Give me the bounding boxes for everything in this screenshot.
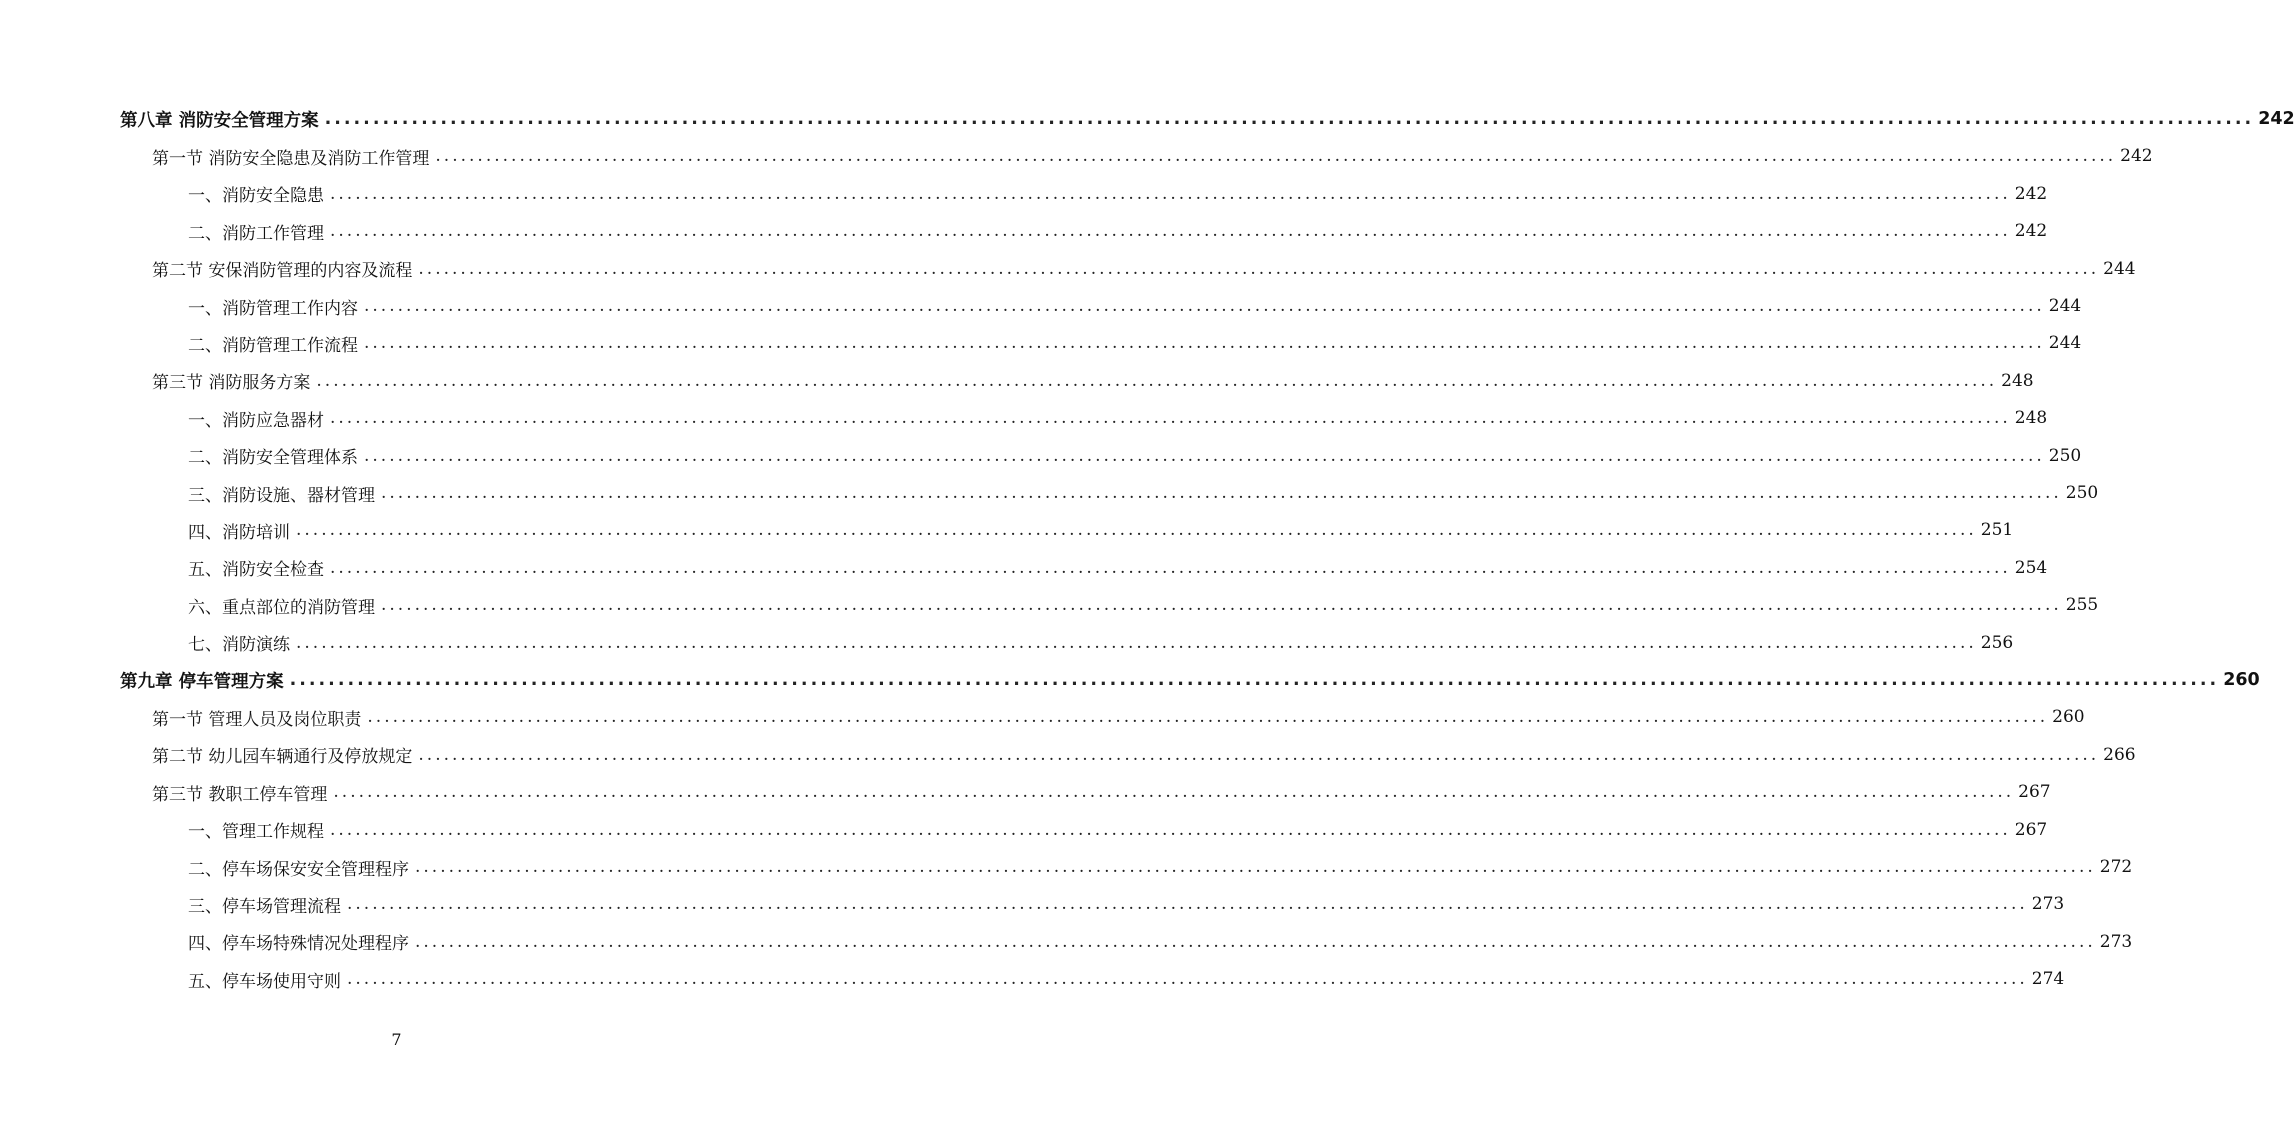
toc-leader-dots: ........................................................................................................................................................................................................ (330, 408, 2011, 429)
toc-entry[interactable] (0, 964, 2065, 994)
toc-leader-dots: ........................................................................................................................................................................................................ (415, 931, 2096, 952)
toc-leader-dots: ........................................................................................................................................................................................................ (381, 483, 2062, 503)
toc-entry[interactable] (0, 777, 2051, 807)
toc-leader-dots: ........................................................................................................................................................................................................ (347, 969, 2028, 990)
toc-entry[interactable] (0, 515, 2014, 545)
toc-entry-title: 六、重点部位的消防管理 (188, 597, 375, 618)
toc-entry-page: 248 (2001, 370, 2034, 391)
toc-entry-title: 第一节 消防安全隐患及消防工作管理 (152, 148, 430, 169)
toc-entry-title: 第一节 管理人员及岗位职责 (152, 709, 362, 730)
toc-leader-dots: ........................................................................................................................................................................................................ (364, 296, 2045, 316)
toc-entry-title: 第九章 停车管理方案 (120, 671, 284, 692)
toc-entry-title: 四、消防培训 (188, 522, 290, 543)
toc-entry[interactable] (0, 927, 2133, 957)
toc-entry-page: 266 (2103, 744, 2136, 765)
toc-entry-title: 一、消防安全隐患 (188, 186, 324, 207)
toc-leader-dots: ........................................................................................................................................................................................................ (415, 857, 2096, 877)
toc-leader-dots: ........................................................................................................................................................................................................ (316, 370, 1998, 391)
toc-leader-dots: ........................................................................................................................................................................................................ (364, 333, 2045, 354)
toc-entry-title: 五、停车场使用守则 (188, 971, 341, 992)
toc-entry[interactable] (0, 852, 2133, 882)
toc-entry-page: 272 (2099, 857, 2133, 877)
toc-leader-dots: ........................................................................................................................................................................................................ (381, 595, 2062, 616)
toc-entry[interactable] (0, 141, 2153, 171)
toc-entry[interactable] (0, 815, 2048, 845)
toc-entry-page: 244 (2103, 258, 2136, 279)
toc-leader-dots: ........................................................................................................................................................................................................ (330, 221, 2011, 242)
toc-entry-page: 244 (2048, 296, 2082, 316)
toc-entry[interactable] (0, 553, 2048, 583)
toc-entry[interactable] (0, 328, 2082, 358)
toc-entry-page: 242 (2120, 146, 2153, 167)
toc-entry[interactable] (0, 179, 2048, 209)
toc-entry-page: 260 (2223, 670, 2260, 690)
toc-leader-dots: ........................................................................................................................................................................................................ (330, 183, 2011, 204)
toc-entry-page: 242 (2258, 109, 2295, 129)
toc-entry[interactable] (0, 478, 2099, 508)
toc-entry-page: 248 (2014, 408, 2048, 429)
toc-leader-dots: ........................................................................................................................................................................................................ (435, 146, 2117, 167)
toc-entry-title: 第二节 幼儿园车辆通行及停放规定 (152, 747, 413, 768)
toc-leader-dots: ........................................................................................................................................................................................................ (296, 632, 1977, 653)
toc-entry-title: 一、消防应急器材 (188, 410, 324, 431)
toc-entry-page: 255 (2065, 595, 2099, 616)
toc-entry[interactable] (0, 366, 2034, 396)
toc-entry-title: 二、停车场保安安全管理程序 (188, 859, 409, 880)
toc-leader-dots: ........................................................................................................................................................................................................ (364, 445, 2045, 466)
toc-entry-page: 250 (2065, 483, 2099, 503)
toc-entry[interactable] (0, 441, 2082, 471)
toc-entry-page: 274 (2031, 969, 2065, 990)
toc-entry-title: 第八章 消防安全管理方案 (120, 110, 319, 131)
toc-entry[interactable] (0, 291, 2082, 321)
toc-entry-title: 二、消防管理工作流程 (188, 335, 358, 356)
toc-entry[interactable] (0, 254, 2136, 284)
page-number: 7 (391, 1030, 402, 1049)
toc-entry-title: 第二节 安保消防管理的内容及流程 (152, 261, 413, 282)
toc-entry[interactable] (0, 889, 2065, 919)
toc-entry[interactable] (0, 104, 2295, 134)
toc-entry-page: 260 (2052, 707, 2085, 728)
toc-leader-dots: ........................................................................................................................................................................................................ (333, 782, 2015, 803)
toc-entry-page: 251 (1980, 520, 2014, 541)
toc-entry[interactable] (0, 590, 2099, 620)
toc-entry-page: 256 (1980, 632, 2014, 653)
toc-entry-page: 254 (2014, 557, 2048, 578)
toc-entry-title: 三、消防设施、器材管理 (188, 485, 375, 506)
toc-leader-dots: ........................................................................................................................................................................................................ (289, 670, 2220, 690)
toc-entry-page: 242 (2014, 183, 2048, 204)
toc-entry-page: 267 (2018, 782, 2051, 803)
toc-entry[interactable] (0, 216, 2048, 246)
toc-leader-dots: ........................................................................................................................................................................................................ (330, 819, 2011, 840)
toc-leader-dots: ........................................................................................................................................................................................................ (367, 707, 2049, 728)
toc-entry[interactable] (0, 628, 2014, 658)
toc-entry-page: 242 (2014, 221, 2048, 242)
toc-entry-page: 244 (2048, 333, 2082, 354)
toc-leader-dots: ........................................................................................................................................................................................................ (418, 744, 2100, 765)
toc-entry[interactable] (0, 702, 2085, 732)
toc-leader-dots: ........................................................................................................................................................................................................ (296, 520, 1977, 541)
toc-leader-dots: ........................................................................................................................................................................................................ (418, 258, 2100, 279)
toc-entry-title: 五、消防安全检查 (188, 560, 324, 581)
toc-entry-title: 二、消防安全管理体系 (188, 448, 358, 469)
toc-entry-title: 第三节 消防服务方案 (152, 373, 311, 394)
toc-entry-title: 三、停车场管理流程 (188, 896, 341, 917)
toc-entry-title: 二、消防工作管理 (188, 223, 324, 244)
toc-entry-title: 一、管理工作规程 (188, 822, 324, 843)
toc-entry-page: 273 (2031, 894, 2065, 915)
toc-entry-title: 四、停车场特殊情况处理程序 (188, 934, 409, 955)
toc-entry[interactable] (0, 403, 2048, 433)
toc-entry-title: 七、消防演练 (188, 635, 290, 656)
toc-entry[interactable] (0, 665, 2260, 695)
toc-entry-title: 一、消防管理工作内容 (188, 298, 358, 319)
toc-entry-title: 第三节 教职工停车管理 (152, 784, 328, 805)
toc-entry-page: 267 (2014, 819, 2048, 840)
toc-leader-dots: ........................................................................................................................................................................................................ (347, 894, 2028, 915)
toc-entry[interactable] (0, 740, 2136, 770)
toc-leader-dots: ........................................................................................................................................................................................................ (330, 557, 2011, 578)
toc-leader-dots: ........................................................................................................................................................................................................ (324, 109, 2255, 129)
toc-entry-page: 250 (2048, 445, 2082, 466)
toc-entry-page: 273 (2099, 931, 2133, 952)
